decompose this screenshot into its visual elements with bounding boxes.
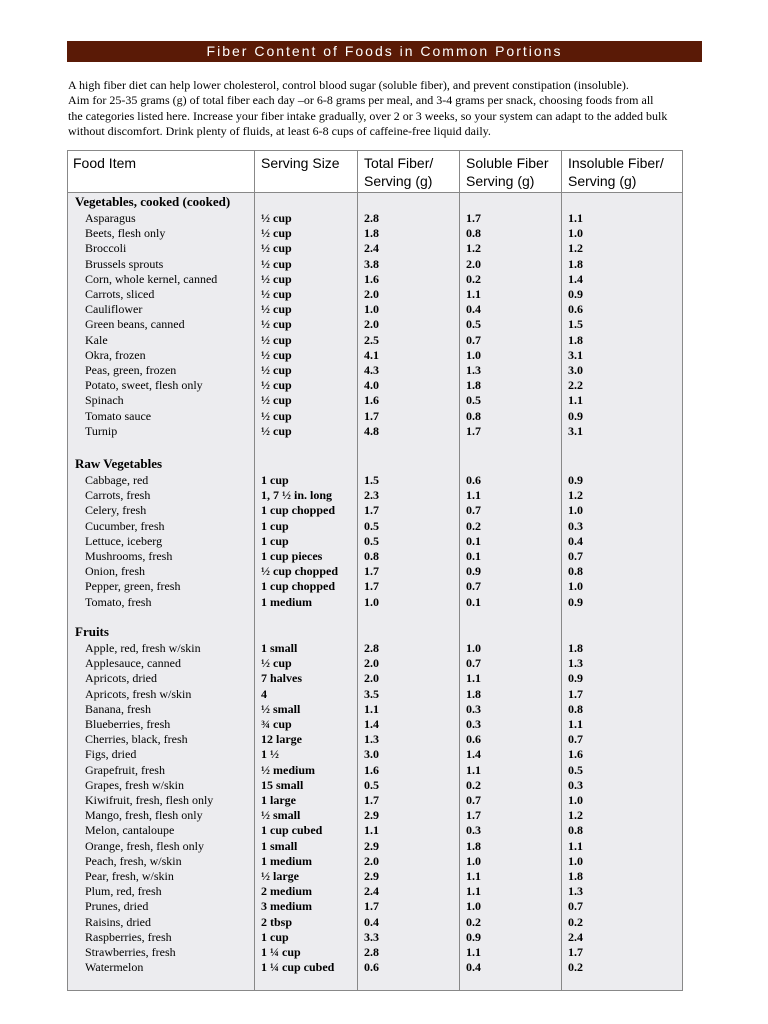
serving-size-cell: 1 cup: [261, 929, 289, 944]
column-divider: [459, 151, 460, 990]
insoluble-fiber-cell: 1.3: [568, 656, 583, 671]
soluble-fiber-cell: 0.3: [466, 717, 481, 731]
soluble-fiber-cell: 1.0: [466, 347, 481, 362]
insoluble-fiber-cell: 1.0: [568, 853, 583, 868]
table-header-row: [68, 151, 682, 193]
insoluble-fiber-cell: 1.8: [568, 256, 583, 271]
food-item-cell: Raisins, dried: [85, 914, 151, 929]
insoluble-fiber-cell: 0.5: [568, 762, 583, 777]
food-item-cell: Apricots, dried: [85, 671, 157, 686]
header-insoluble-fiber-line2: Serving (g): [568, 173, 637, 189]
column-divider: [357, 151, 358, 990]
food-item-cell: Apricots, fresh w/skin: [85, 686, 192, 701]
section-heading: Raw Vegetables: [75, 456, 163, 471]
serving-size-cell: ½ cup: [261, 656, 292, 671]
serving-size-cell: ½ cup: [261, 287, 292, 301]
soluble-fiber-cell: 1.1: [466, 945, 481, 959]
serving-size-cell: ½ large: [261, 869, 299, 883]
serving-size-cell: 2 tbsp: [261, 914, 293, 929]
soluble-fiber-cell: 1.1: [466, 762, 481, 777]
total-fiber-cell: 1.5: [364, 473, 379, 487]
soluble-fiber-cell: 1.7: [466, 211, 481, 225]
serving-size-cell: 1 cup chopped: [261, 503, 336, 518]
food-item-cell: Prunes, dried: [85, 899, 149, 914]
food-item-cell: Mushrooms, fresh: [85, 549, 173, 563]
insoluble-fiber-cell: 2.2: [568, 378, 583, 393]
food-item-cell: Raspberries, fresh: [85, 929, 172, 944]
total-fiber-cell: 2.5: [364, 332, 379, 347]
serving-size-cell: 1 cup cubed: [261, 823, 323, 838]
serving-size-cell: ¾ cup: [261, 717, 292, 731]
food-item-cell: Melon, cantaloupe: [85, 823, 175, 838]
header-total-fiber-line1: Total Fiber/: [364, 155, 434, 171]
insoluble-fiber-cell: 1.7: [568, 686, 583, 701]
soluble-fiber-cell: 1.8: [466, 838, 481, 853]
soluble-fiber-cell: 0.3: [466, 823, 481, 838]
soluble-fiber-cell: 0.1: [466, 594, 481, 609]
food-item-cell: Mango, fresh, flesh only: [85, 808, 203, 823]
soluble-fiber-cell: 0.7: [466, 656, 481, 671]
section-heading: Fruits: [75, 624, 109, 639]
total-fiber-cell: 2.8: [364, 641, 379, 655]
serving-size-cell: ½ cup chopped: [261, 564, 339, 579]
soluble-fiber-cell: 0.6: [466, 732, 481, 747]
total-fiber-cell: 0.4: [364, 914, 379, 929]
soluble-fiber-cell: 1.0: [466, 641, 481, 655]
serving-size-cell: 1 cup chopped: [261, 579, 336, 594]
serving-size-cell: 7 halves: [261, 671, 303, 686]
insoluble-fiber-cell: 1.2: [568, 241, 583, 256]
header-soluble-fiber-line2: Serving (g): [466, 173, 535, 189]
serving-size-cell: 1, 7 ½ in. long: [261, 488, 333, 503]
serving-size-cell: 1 ¼ cup: [261, 945, 301, 959]
food-item-cell: Cauliflower: [85, 302, 143, 317]
serving-size-cell: 1 medium: [261, 853, 312, 868]
column-divider: [561, 151, 562, 990]
food-item-cell: Carrots, fresh: [85, 488, 151, 503]
food-item-cell: Strawberries, fresh: [85, 945, 176, 959]
total-fiber-cell: 3.3: [364, 929, 379, 944]
header-insoluble-fiber-line1: Insoluble Fiber/: [568, 155, 664, 171]
food-item-cell: Turnip: [85, 423, 118, 438]
food-item-cell: Asparagus: [85, 211, 136, 225]
serving-size-cell: ½ cup: [261, 363, 292, 377]
soluble-fiber-cell: 0.1: [466, 533, 481, 548]
total-fiber-cell: 2.0: [364, 853, 379, 868]
total-fiber-cell: 3.0: [364, 747, 379, 762]
soluble-fiber-cell: 1.1: [466, 287, 481, 301]
serving-size-cell: ½ medium: [261, 762, 315, 777]
insoluble-fiber-cell: 0.4: [568, 533, 583, 548]
total-fiber-cell: 2.3: [364, 488, 379, 503]
soluble-fiber-cell: 1.0: [466, 853, 481, 868]
serving-size-cell: ½ cup: [261, 393, 292, 408]
insoluble-fiber-cell: 0.9: [568, 408, 583, 423]
insoluble-fiber-cell: 1.5: [568, 317, 583, 332]
serving-size-cell: ½ cup: [261, 332, 292, 347]
serving-size-cell: ½ cup: [261, 241, 292, 256]
food-item-cell: Kale: [85, 332, 108, 347]
insoluble-fiber-cell: 3.0: [568, 363, 583, 377]
soluble-fiber-cell: 1.1: [466, 869, 481, 883]
total-fiber-cell: 1.7: [364, 564, 379, 579]
soluble-fiber-cell: 0.7: [466, 793, 481, 807]
insoluble-fiber-cell: 1.2: [568, 488, 583, 503]
total-fiber-cell: 0.8: [364, 549, 379, 563]
insoluble-fiber-cell: 1.0: [568, 793, 583, 807]
fiber-table: [67, 150, 683, 991]
insoluble-fiber-cell: 1.8: [568, 641, 583, 655]
insoluble-fiber-cell: 1.8: [568, 869, 583, 883]
serving-size-cell: 1 small: [261, 838, 298, 853]
total-fiber-cell: 0.6: [364, 960, 379, 975]
header-total-fiber: [364, 154, 433, 190]
food-item-cell: Applesauce, canned: [85, 656, 181, 671]
total-fiber-cell: 2.0: [364, 671, 379, 686]
food-item-cell: Corn, whole kernel, canned: [85, 271, 218, 286]
food-item-cell: Lettuce, iceberg: [85, 533, 163, 548]
header-serving-size: Serving Size: [261, 155, 340, 171]
total-fiber-cell: 1.3: [364, 732, 379, 747]
soluble-fiber-cell: 0.8: [466, 408, 481, 423]
serving-size-cell: ½ cup: [261, 347, 292, 362]
insoluble-fiber-cell: 0.2: [568, 960, 583, 975]
total-fiber-cell: 1.7: [364, 408, 379, 423]
serving-size-cell: 15 small: [261, 777, 304, 792]
insoluble-fiber-cell: 1.1: [568, 838, 583, 853]
food-item-cell: Blueberries, fresh: [85, 717, 171, 731]
insoluble-fiber-cell: 1.1: [568, 393, 583, 408]
soluble-fiber-cell: 1.8: [466, 378, 481, 393]
serving-size-cell: ½ small: [261, 701, 301, 716]
insoluble-fiber-cell: 0.3: [568, 518, 583, 533]
total-fiber-cell: 2.0: [364, 317, 379, 332]
soluble-fiber-cell: 1.8: [466, 686, 481, 701]
soluble-fiber-cell: 1.7: [466, 808, 481, 823]
insoluble-fiber-cell: 1.1: [568, 717, 583, 731]
header-total-fiber-line2: Serving (g): [364, 173, 433, 189]
serving-size-cell: 1 cup: [261, 518, 289, 533]
total-fiber-cell: 1.7: [364, 579, 379, 594]
soluble-fiber-cell: 0.2: [466, 914, 481, 929]
food-item-cell: Kiwifruit, fresh, flesh only: [85, 793, 214, 807]
serving-size-cell: ½ cup: [261, 302, 292, 317]
food-item-cell: Tomato, fresh: [85, 594, 152, 609]
soluble-fiber-cell: 1.4: [466, 747, 481, 762]
insoluble-fiber-cell: 3.1: [568, 423, 583, 438]
intro-line: Aim for 25-35 grams (g) of total fiber each day –or 6-8 grams per meal, and 3-4 grams per snack, choosing foods from all: [68, 93, 654, 108]
intro-paragraph: [68, 78, 708, 139]
insoluble-fiber-cell: 0.3: [568, 777, 583, 792]
insoluble-fiber-cell: 1.2: [568, 808, 583, 823]
serving-size-cell: 2 medium: [261, 884, 312, 899]
food-item-cell: Orange, fresh, flesh only: [85, 838, 204, 853]
total-fiber-cell: 4.8: [364, 423, 379, 438]
serving-size-cell: ½ small: [261, 808, 301, 823]
total-fiber-cell: 3.8: [364, 256, 379, 271]
food-item-cell: Onion, fresh: [85, 564, 145, 579]
total-fiber-cell: 3.5: [364, 686, 379, 701]
serving-size-cell: 1 large: [261, 793, 296, 807]
food-item-cell: Celery, fresh: [85, 503, 147, 518]
serving-size-cell: ½ cup: [261, 211, 292, 225]
serving-size-cell: 1 cup pieces: [261, 549, 323, 563]
food-item-cell: Peas, green, frozen: [85, 363, 177, 377]
total-fiber-cell: 2.0: [364, 287, 379, 301]
serving-size-cell: 1 medium: [261, 594, 312, 609]
soluble-fiber-cell: 0.3: [466, 701, 481, 716]
total-fiber-cell: 1.8: [364, 226, 379, 241]
serving-size-cell: ½ cup: [261, 423, 292, 438]
insoluble-fiber-cell: 1.0: [568, 226, 583, 241]
total-fiber-cell: 4.3: [364, 363, 379, 377]
food-item-cell: Figs, dried: [85, 747, 137, 762]
total-fiber-cell: 1.4: [364, 717, 379, 731]
total-fiber-cell: 1.6: [364, 271, 379, 286]
food-item-cell: Apple, red, fresh w/skin: [85, 641, 201, 655]
serving-size-cell: 1 ¼ cup cubed: [261, 960, 335, 975]
soluble-fiber-cell: 0.6: [466, 473, 481, 487]
soluble-fiber-cell: 2.0: [466, 256, 481, 271]
serving-size-cell: ½ cup: [261, 408, 292, 423]
insoluble-fiber-cell: 0.9: [568, 594, 583, 609]
insoluble-fiber-cell: 0.8: [568, 701, 583, 716]
soluble-fiber-cell: 0.4: [466, 960, 481, 975]
food-item-cell: Potato, sweet, flesh only: [85, 378, 203, 393]
food-item-cell: Okra, frozen: [85, 347, 146, 362]
soluble-fiber-cell: 1.2: [466, 241, 481, 256]
total-fiber-cell: 1.6: [364, 762, 379, 777]
soluble-fiber-cell: 0.2: [466, 271, 481, 286]
food-item-cell: Broccoli: [85, 241, 127, 256]
soluble-fiber-cell: 1.1: [466, 671, 481, 686]
soluble-fiber-cell: 1.0: [466, 899, 481, 914]
total-fiber-cell: 0.5: [364, 533, 379, 548]
soluble-fiber-cell: 0.5: [466, 317, 481, 332]
column-divider: [254, 151, 255, 990]
serving-size-cell: ½ cup: [261, 317, 292, 332]
total-fiber-cell: 4.0: [364, 378, 379, 393]
serving-size-cell: 12 large: [261, 732, 302, 747]
serving-size-cell: ½ cup: [261, 226, 292, 241]
soluble-fiber-cell: 1.3: [466, 363, 481, 377]
insoluble-fiber-cell: 1.0: [568, 503, 583, 518]
insoluble-fiber-cell: 0.2: [568, 914, 583, 929]
insoluble-fiber-cell: 0.8: [568, 823, 583, 838]
total-fiber-cell: 2.9: [364, 869, 379, 883]
food-item-cell: Carrots, sliced: [85, 287, 155, 301]
header-soluble-fiber: [466, 154, 549, 190]
total-fiber-cell: 2.9: [364, 838, 379, 853]
insoluble-fiber-cell: 1.1: [568, 211, 583, 225]
serving-size-cell: ½ cup: [261, 256, 292, 271]
soluble-fiber-cell: 0.1: [466, 549, 481, 563]
total-fiber-cell: 4.1: [364, 347, 379, 362]
insoluble-fiber-cell: 1.7: [568, 945, 583, 959]
soluble-fiber-cell: 0.8: [466, 226, 481, 241]
food-item-cell: Cabbage, red: [85, 473, 149, 487]
insoluble-fiber-cell: 0.9: [568, 473, 583, 487]
total-fiber-cell: 1.0: [364, 302, 379, 317]
food-item-cell: Banana, fresh: [85, 701, 151, 716]
insoluble-fiber-cell: 1.0: [568, 579, 583, 594]
food-item-cell: Grapefruit, fresh: [85, 762, 165, 777]
serving-size-cell: 1 cup: [261, 533, 289, 548]
serving-size-cell: ½ cup: [261, 378, 292, 393]
total-fiber-cell: 0.5: [364, 777, 379, 792]
soluble-fiber-cell: 0.5: [466, 393, 481, 408]
insoluble-fiber-cell: 1.6: [568, 747, 583, 762]
food-item-cell: Pepper, green, fresh: [85, 579, 181, 594]
soluble-fiber-cell: 0.2: [466, 518, 481, 533]
food-item-cell: Cherries, black, fresh: [85, 732, 188, 747]
soluble-fiber-cell: 0.7: [466, 579, 481, 594]
total-fiber-cell: 1.1: [364, 701, 379, 716]
soluble-fiber-cell: 0.2: [466, 777, 481, 792]
food-item-cell: Beets, flesh only: [85, 226, 166, 241]
insoluble-fiber-cell: 0.9: [568, 287, 583, 301]
food-item-cell: Pear, fresh, w/skin: [85, 869, 174, 883]
soluble-fiber-cell: 1.7: [466, 423, 481, 438]
total-fiber-cell: 1.6: [364, 393, 379, 408]
insoluble-fiber-cell: 0.7: [568, 549, 583, 563]
soluble-fiber-cell: 0.9: [466, 564, 481, 579]
total-fiber-cell: 2.0: [364, 656, 379, 671]
insoluble-fiber-cell: 1.8: [568, 332, 583, 347]
soluble-fiber-cell: 1.1: [466, 884, 481, 899]
header-insoluble-fiber: [568, 154, 664, 190]
total-fiber-cell: 1.7: [364, 899, 379, 914]
intro-line: without discomfort. Drink plenty of fluids, at least 6-8 cups of caffeine-free liquid daily.: [68, 123, 491, 138]
food-item-cell: Plum, red, fresh: [85, 884, 162, 899]
total-fiber-cell: 1.0: [364, 594, 379, 609]
insoluble-fiber-cell: 2.4: [568, 929, 583, 944]
insoluble-fiber-cell: 0.6: [568, 302, 583, 317]
food-item-cell: Cucumber, fresh: [85, 518, 165, 533]
food-item-cell: Watermelon: [85, 960, 144, 975]
total-fiber-cell: 1.1: [364, 823, 379, 838]
insoluble-fiber-cell: 3.1: [568, 347, 583, 362]
header-food-item: Food Item: [73, 155, 137, 171]
insoluble-fiber-cell: 0.7: [568, 899, 583, 914]
total-fiber-cell: 1.7: [364, 793, 379, 807]
document-title: Fiber Content of Foods in Common Portions: [67, 41, 702, 62]
total-fiber-cell: 2.4: [364, 241, 379, 256]
serving-size-cell: 1 ½: [261, 747, 279, 762]
insoluble-fiber-cell: 1.4: [568, 271, 583, 286]
food-item-cell: Grapes, fresh w/skin: [85, 777, 184, 792]
food-item-cell: Brussels sprouts: [85, 256, 164, 271]
total-fiber-cell: 2.4: [364, 884, 379, 899]
soluble-fiber-cell: 0.4: [466, 302, 481, 317]
serving-size-cell: 3 medium: [261, 899, 312, 914]
food-item-cell: Peach, fresh, w/skin: [85, 853, 182, 868]
header-soluble-fiber-line1: Soluble Fiber: [466, 155, 549, 171]
section-heading: Vegetables, cooked (cooked): [75, 194, 231, 209]
soluble-fiber-cell: 0.7: [466, 332, 481, 347]
total-fiber-cell: 0.5: [364, 518, 379, 533]
insoluble-fiber-cell: 0.8: [568, 564, 583, 579]
insoluble-fiber-cell: 0.9: [568, 671, 583, 686]
insoluble-fiber-cell: 1.3: [568, 884, 583, 899]
food-item-cell: Spinach: [85, 393, 124, 408]
insoluble-fiber-cell: 0.7: [568, 732, 583, 747]
intro-line: the categories listed here. Increase your fiber intake gradually, over 2 or 3 weeks, so your system can adapt to the added bulk: [68, 108, 668, 123]
total-fiber-cell: 2.8: [364, 945, 379, 959]
serving-size-cell: 1 small: [261, 641, 298, 655]
soluble-fiber-cell: 0.7: [466, 503, 481, 518]
total-fiber-cell: 1.7: [364, 503, 379, 518]
food-item-cell: Tomato sauce: [85, 408, 152, 423]
serving-size-cell: 1 cup: [261, 473, 289, 487]
total-fiber-cell: 2.8: [364, 211, 379, 225]
food-item-cell: Green beans, canned: [85, 317, 185, 332]
intro-line: A high fiber diet can help lower cholesterol, control blood sugar (soluble fiber), and prevent constipation (insoluble).: [68, 78, 629, 92]
serving-size-cell: ½ cup: [261, 271, 292, 286]
soluble-fiber-cell: 0.9: [466, 929, 481, 944]
serving-size-cell: 4: [261, 686, 267, 701]
total-fiber-cell: 2.9: [364, 808, 379, 823]
soluble-fiber-cell: 1.1: [466, 488, 481, 503]
